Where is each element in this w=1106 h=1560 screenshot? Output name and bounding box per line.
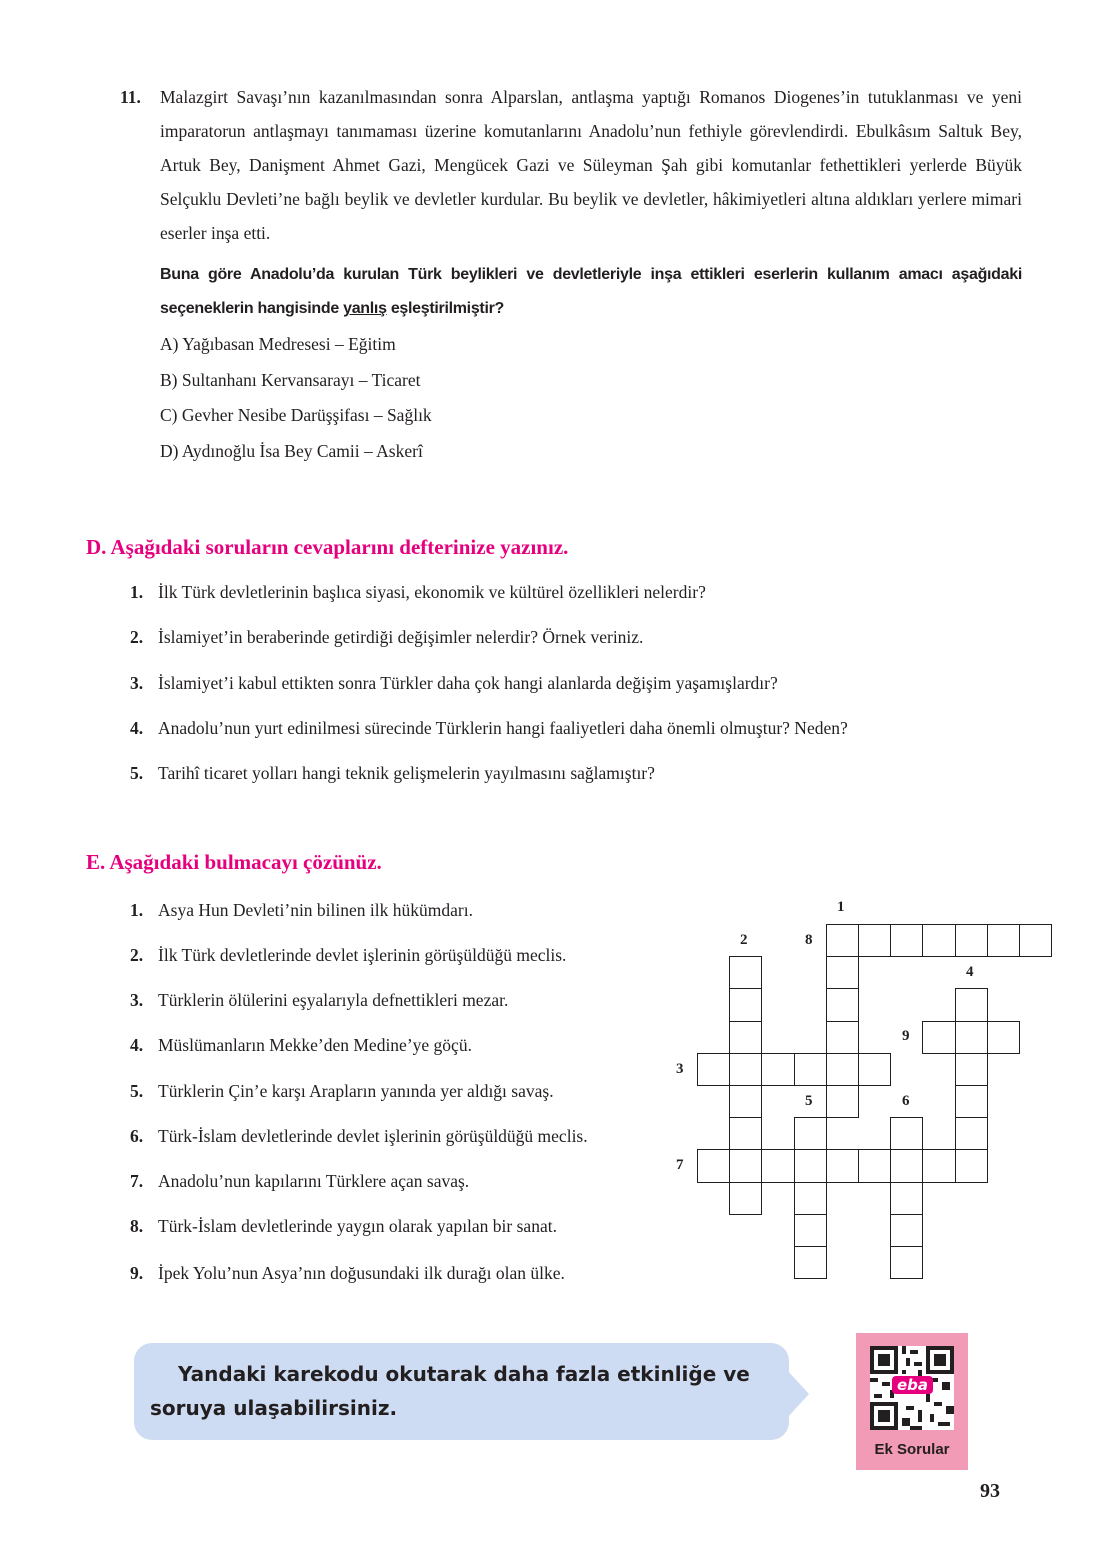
qr-label: Ek Sorular: [874, 1441, 950, 1458]
list-item: 4. Anadolu’nun yurt edinilmesi sürecinde Türklerin hangi faaliyetleri daha önemli olmuştur? Neden?: [130, 718, 848, 738]
clue-item: 9. İpek Yolu’nun Asya’nın doğusundaki ilk durağı olan ülke.: [130, 1263, 565, 1283]
section-e-title: E. Aşağıdaki bulmacayı çözünüz.: [86, 850, 382, 874]
option-c: C) Gevher Nesibe Darüşşifası – Sağlık: [160, 405, 432, 425]
crossword-cell[interactable]: [890, 1182, 923, 1215]
crossword-cell[interactable]: [987, 1021, 1020, 1054]
crossword-cell[interactable]: [729, 988, 762, 1021]
prompt-before: Buna göre Anadolu’da kurulan Türk beylikleri ve devletleriyle inşa ettikleri eserlerin kullanım amacı aşağıdaki seçeneklerin hangisinde: [160, 266, 1022, 317]
clue-item: 6. Türk-İslam devletlerinde devlet işlerinin görüşüldüğü meclis.: [130, 1126, 588, 1146]
list-item: 5. Tarihî ticaret yolları hangi teknik gelişmelerin yayılmasını sağlamıştır?: [130, 763, 655, 783]
crossword-cell[interactable]: [955, 988, 988, 1021]
grid-number-8: 8: [805, 932, 813, 948]
crossword-cell[interactable]: [955, 1149, 988, 1182]
crossword-cell[interactable]: [826, 1149, 859, 1182]
crossword-cell[interactable]: [729, 1117, 762, 1150]
crossword-cell[interactable]: [794, 1182, 827, 1215]
list-item: 1. İlk Türk devletlerinin başlıca siyasi, ekonomik ve kültürel özellikleri nelerdir?: [130, 582, 706, 602]
crossword-cell[interactable]: [922, 1021, 955, 1054]
crossword-cell[interactable]: [794, 1246, 827, 1279]
crossword-cell[interactable]: [955, 1085, 988, 1118]
crossword-cell[interactable]: [955, 924, 988, 957]
prompt-after: eşleştirilmiştir?: [386, 300, 504, 317]
section-d-title: D. Aşağıdaki soruların cevaplarını defterinize yazınız.: [86, 535, 569, 559]
crossword-cell[interactable]: [826, 924, 859, 957]
crossword-cell[interactable]: [955, 1021, 988, 1054]
option-d: D) Aydınoğlu İsa Bey Camii – Askerî: [160, 441, 423, 461]
question-11-text: Malazgirt Savaşı’nın kazanılmasından sonra Alparslan, antlaşma yaptığı Romanos Diogenes’in tutuklanması ve yeni imparatorun antlaşmayı tanımaması üzerine komutanlarını Anadolu’nun fethiyle görevlendirdi. Ebulkâsım Saltuk Bey, Artuk Bey, Danişment Ahmet Gazi, Mengücek Gazi ve Süleyman Şah gibi komutanlar fethettikleri yerlerde Büyük Selçuklu Devleti’ne bağlı beylik ve devletler kurdular. Bu beylik ve devletler, hâkimiyetleri altına aldıkları yerlere mimari eserler inşa etti.: [160, 87, 1022, 243]
crossword-cell[interactable]: [794, 1214, 827, 1247]
crossword-cell[interactable]: [955, 1117, 988, 1150]
grid-number-6: 6: [902, 1093, 910, 1109]
grid-number-5: 5: [805, 1093, 813, 1109]
clue-item: 3. Türklerin ölülerini eşyalarıyla defnettikleri mezar.: [130, 990, 509, 1010]
grid-number-1: 1: [837, 899, 845, 915]
option-a: A) Yağıbasan Medresesi – Eğitim: [160, 334, 396, 354]
crossword-cell[interactable]: [826, 988, 859, 1021]
crossword-cell[interactable]: [890, 1214, 923, 1247]
crossword-cell[interactable]: [794, 1053, 827, 1086]
crossword-cell[interactable]: [697, 1053, 730, 1086]
crossword-cell[interactable]: [826, 1085, 859, 1118]
crossword-cell[interactable]: [729, 1085, 762, 1118]
eba-logo: eba: [892, 1376, 933, 1394]
crossword-cell[interactable]: [987, 924, 1020, 957]
crossword-cell[interactable]: [729, 1182, 762, 1215]
crossword-cell[interactable]: [1019, 924, 1052, 957]
crossword-cell[interactable]: [761, 1053, 794, 1086]
question-number: 11.: [120, 87, 141, 107]
crossword-cell[interactable]: [729, 956, 762, 989]
crossword-cell[interactable]: [729, 1149, 762, 1182]
list-item: 3. İslamiyet’i kabul ettikten sonra Türkler daha çok hangi alanlarda değişim yaşamışlardır?: [130, 673, 778, 693]
crossword-cell[interactable]: [858, 924, 891, 957]
grid-number-4: 4: [966, 964, 974, 980]
crossword-cell[interactable]: [922, 924, 955, 957]
crossword-cell[interactable]: [890, 1149, 923, 1182]
grid-number-7: 7: [676, 1157, 684, 1173]
crossword-cell[interactable]: [729, 1053, 762, 1086]
qr-code-icon[interactable]: [870, 1346, 954, 1430]
crossword-cell[interactable]: [890, 924, 923, 957]
grid-number-9: 9: [902, 1028, 910, 1044]
banner-text: Yandaki karekodu okutarak daha fazla etkinliğe ve soruya ulaşabilirsiniz.: [150, 1362, 750, 1420]
crossword-cell[interactable]: [922, 1149, 955, 1182]
crossword-cell[interactable]: [794, 1149, 827, 1182]
crossword-cell[interactable]: [697, 1149, 730, 1182]
clue-item: 7. Anadolu’nun kapılarını Türklere açan savaş.: [130, 1171, 470, 1191]
crossword-cell[interactable]: [858, 1053, 891, 1086]
crossword-cell[interactable]: [826, 956, 859, 989]
crossword-cell[interactable]: [858, 1149, 891, 1182]
crossword-cell[interactable]: [890, 1117, 923, 1150]
banner-tail: [787, 1370, 809, 1418]
crossword-cell[interactable]: [729, 1021, 762, 1054]
crossword-cell[interactable]: [955, 1053, 988, 1086]
grid-number-2: 2: [740, 932, 748, 948]
clue-item: 8. Türk-İslam devletlerinde yaygın olarak yapılan bir sanat.: [130, 1216, 557, 1236]
clue-item: 1. Asya Hun Devleti’nin bilinen ilk hükümdarı.: [130, 900, 473, 920]
clue-item: 2. İlk Türk devletlerinde devlet işlerinin görüşüldüğü meclis.: [130, 945, 567, 965]
crossword-cell[interactable]: [761, 1149, 794, 1182]
question-11-prompt: [160, 258, 1022, 326]
crossword-cell[interactable]: [826, 1021, 859, 1054]
clue-item: 4. Müslümanların Mekke’den Medine’ye göçü.: [130, 1035, 472, 1055]
option-b: B) Sultanhanı Kervansarayı – Ticaret: [160, 370, 421, 390]
grid-number-3: 3: [676, 1061, 684, 1077]
clue-item: 5. Türklerin Çin’e karşı Arapların yanında yer aldığı savaş.: [130, 1081, 554, 1101]
page-number: 93: [980, 1480, 1000, 1502]
crossword-cell[interactable]: [794, 1117, 827, 1150]
list-item: 2. İslamiyet’in beraberinde getirdiği değişimler nelerdir? Örnek veriniz.: [130, 627, 644, 647]
prompt-underlined: yanlış: [343, 300, 387, 317]
crossword-cell[interactable]: [890, 1246, 923, 1279]
crossword-cell[interactable]: [826, 1053, 859, 1086]
